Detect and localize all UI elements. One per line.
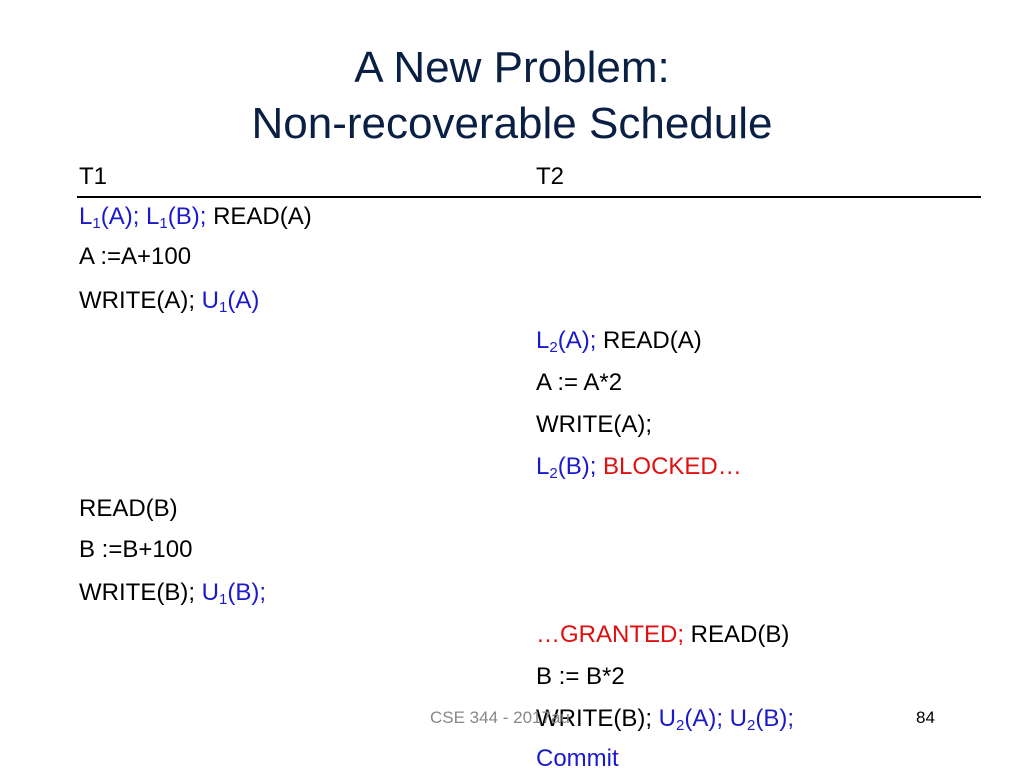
header-divider bbox=[77, 196, 981, 198]
t2-step-granted-read-b bbox=[536, 620, 789, 650]
slide-title bbox=[0, 40, 1024, 152]
text: L bbox=[536, 327, 550, 354]
page-number: 84 bbox=[916, 708, 935, 727]
text: (B); bbox=[557, 453, 597, 480]
subscript: 2 bbox=[549, 465, 558, 482]
text: …GRANTED; bbox=[536, 621, 685, 648]
column-header-t1: T1 bbox=[79, 163, 108, 190]
t2-step-lock-read-a bbox=[536, 326, 702, 356]
subscript: 1 bbox=[159, 215, 168, 232]
text: WRITE(B); bbox=[79, 579, 202, 606]
text: READ(B) bbox=[684, 621, 790, 648]
title-line-1: A New Problem: bbox=[354, 43, 670, 92]
text: READ(A) bbox=[596, 327, 702, 354]
text: (A); L bbox=[100, 203, 160, 230]
text: (B); bbox=[755, 705, 795, 732]
title-line-2: Non-recoverable Schedule bbox=[251, 99, 773, 148]
text: (A); bbox=[557, 327, 597, 354]
text: L bbox=[79, 203, 93, 230]
t2-step-write-a: WRITE(A); bbox=[536, 411, 652, 438]
subscript: 2 bbox=[676, 717, 685, 734]
t1-step-read-b: READ(B) bbox=[79, 495, 178, 522]
subscript: 1 bbox=[219, 299, 228, 316]
text: WRITE(A); bbox=[79, 287, 202, 314]
text: WRITE(B); bbox=[536, 705, 659, 732]
text: (A); U bbox=[684, 705, 748, 732]
footer-text: CSE 344 - 2017au bbox=[430, 708, 570, 727]
t1-step-write-unlock-b bbox=[79, 578, 266, 608]
t2-step-compute-b: B := B*2 bbox=[536, 663, 625, 690]
subscript: 1 bbox=[92, 215, 101, 232]
t1-step-write-unlock-a bbox=[79, 286, 259, 316]
text: (B); bbox=[167, 203, 207, 230]
t1-step-lock-read bbox=[79, 202, 312, 232]
t1-step-compute-b: B :=B+100 bbox=[79, 536, 193, 563]
text: (B); bbox=[227, 579, 267, 606]
text: U bbox=[658, 705, 676, 732]
t2-step-commit: Commit bbox=[536, 745, 619, 768]
text: U bbox=[201, 287, 219, 314]
text: BLOCKED… bbox=[596, 453, 742, 480]
subscript: 1 bbox=[219, 591, 228, 608]
text: READ(A) bbox=[206, 203, 312, 230]
subscript: 2 bbox=[549, 339, 558, 356]
subscript: 2 bbox=[747, 717, 756, 734]
t2-step-compute-a: A := A*2 bbox=[536, 369, 623, 396]
column-header-t2: T2 bbox=[536, 163, 565, 190]
t2-step-lock-b-blocked bbox=[536, 452, 742, 482]
text: (A) bbox=[227, 287, 260, 314]
text: L bbox=[536, 453, 550, 480]
text: U bbox=[201, 579, 219, 606]
t1-step-compute-a: A :=A+100 bbox=[79, 243, 192, 270]
t2-step-write-unlock bbox=[536, 704, 794, 734]
